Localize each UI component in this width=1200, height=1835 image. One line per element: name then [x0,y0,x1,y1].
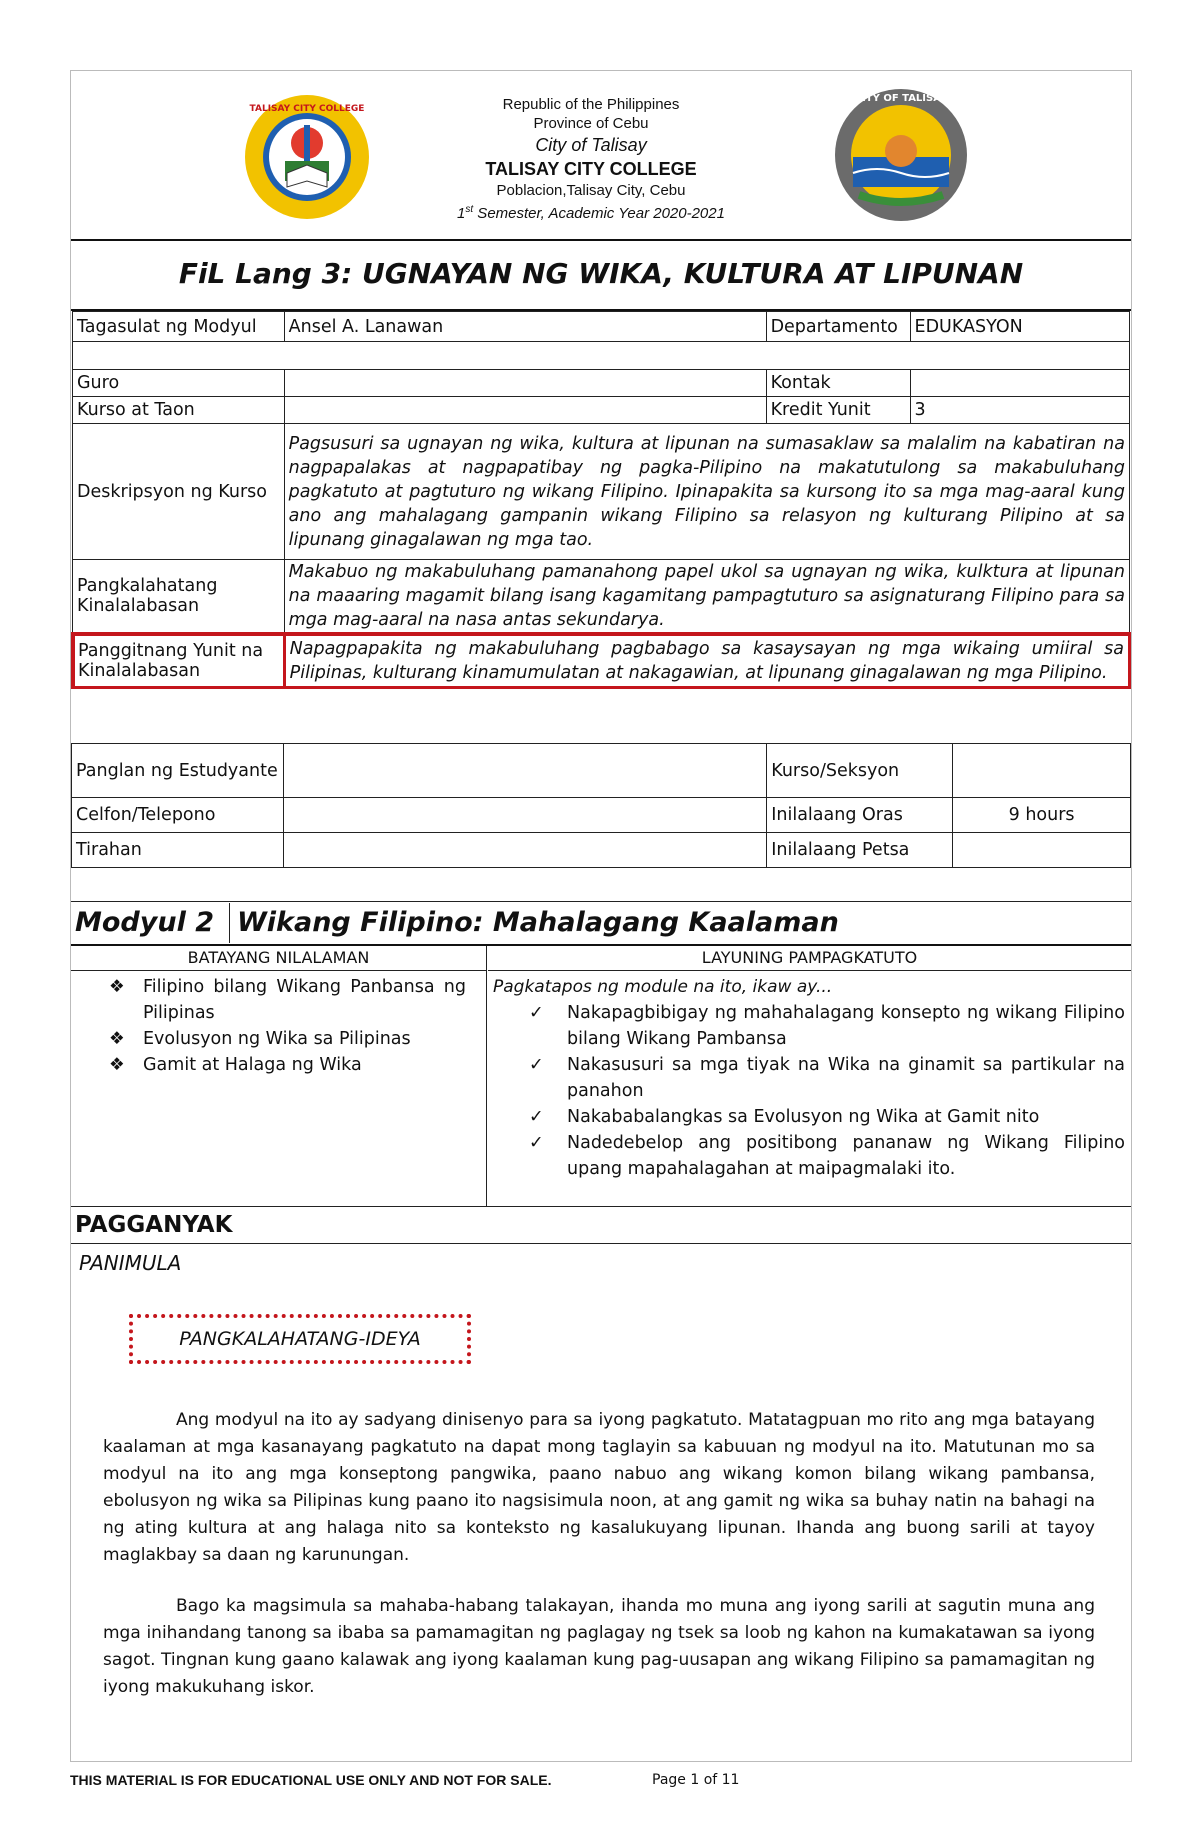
city-line: City of Talisay [535,135,647,155]
intro-paragraph-2: Bago ka magsimula sa mahaba-habang talakayan, ihanda mo muna ang iyong sarili at sagutin muna ang mga inihandang tanong sa ibaba sa pamamagitan ng paglagay ng tsek sa loob ng kahon na kumakatawan sa iyong sagot. Tingnan kung gaano kalawak ang iyong kaalaman kung pag-uusapan ang wikang Filipino sa pamamagitan ng iyong makukuhang iskor. [103,1596,1095,1697]
spacer-row [73,342,1130,370]
left-logo-text: TALISAY CITY COLLEGE [249,104,365,114]
diamond-bullet-icon: ❖ [109,1029,125,1049]
content-column-header: BATAYANG NILALAMAN [71,946,487,971]
address-field[interactable] [283,833,766,868]
desc-label: Deskripsyon ng Kurso [73,424,285,560]
general-outcome-label: Pangkalahatang Kinalalabasan [73,560,285,634]
kontak-label: Kontak [766,370,910,397]
page-frame [70,70,1132,1762]
footer-notice: THIS MATERIAL IS FOR EDUCATIONAL USE ONLY AND NOT FOR SALE. [70,1772,552,1788]
content-item: ❖ Gamit at Halaga ng Wika [71,1052,466,1078]
pagganyak-heading: PAGGANYAK [75,1212,233,1238]
objectives-intro: Pagkatapos ng module na ito, ikaw ay... [493,977,833,997]
phone-field[interactable] [283,798,766,833]
address-line: Poblacion,Talisay City, Cebu [496,182,686,199]
guro-label: Guro [73,370,285,397]
checkmark-icon: ✓ [529,1003,544,1023]
author-label: Tagasulat ng Modyul [73,312,285,342]
mid-outcome-value: Napagpapakita ng makabuluhang pagbabago sa kasaysayan ng mga wikaing umiiral sa Pilipinas, kulturang kinamumulatan at nakagawian, at lipunang ginagalawan ng mga Pilipino. [284,634,1129,688]
module-heading-separator [229,903,230,943]
column-divider [486,970,487,1206]
kurso-label: Kurso at Taon [73,397,285,424]
idea-box: PANGKALAHATANG-IDEYA [129,1314,471,1364]
student-info-table [71,743,1131,868]
checkmark-icon: ✓ [529,1055,544,1075]
republic-line: Republic of the Philippines [502,96,680,113]
objectives-column-header: LAYUNING PAMPAGKATUTO [488,946,1131,971]
kontak-value[interactable] [910,370,1129,397]
page-number: Page 1 of 11 [652,1772,740,1788]
general-outcome-value: Makabuo ng makabuluhang pamanahong papel ukol sa ugnayan ng wika, kulktura at lipunan na maaaring magamit bilang isang kagamitang pampagtuturo sa asignaturang Filipino para sa mga mag-aaral na nasa antas sekundarya. [284,560,1129,634]
section-field[interactable] [953,744,1131,798]
content-item: ❖ Evolusyon ng Wika sa Pilipinas [71,1026,466,1052]
pagganyak-divider [71,1243,1131,1244]
panimula-heading: PANIMULA [79,1251,182,1275]
college-name: TALISAY CITY COLLEGE [485,159,697,179]
header-divider [71,239,1131,241]
objectives-list [493,1000,1125,1182]
author-row [73,312,1130,342]
objective-item: ✓ Nadedebelop ang positibong pananaw ng Wikang Filipino upang mapahalagahan at maipagmalaki ito. [493,1130,1125,1182]
date-field[interactable] [953,833,1131,868]
talisay-college-seal [241,91,373,223]
checkmark-icon: ✓ [529,1133,544,1153]
diamond-bullet-icon: ❖ [109,977,125,997]
module-content-box [71,946,1131,1207]
content-list [71,974,466,1078]
province-line: Province of Cebu [533,115,649,132]
hours-label: Inilalaang Oras [767,798,953,833]
module-title: Wikang Filipino: Mahalagang Kaalaman [237,907,839,938]
city-of-talisay-seal [831,85,971,225]
module-top-line [71,901,1131,902]
section-label: Kurso/Seksyon [767,744,953,798]
author-value: Ansel A. Lanawan [284,312,766,342]
hours-value: 9 hours [953,798,1131,833]
kredit-value: 3 [910,397,1129,424]
checkmark-icon: ✓ [529,1107,544,1127]
kurso-value[interactable] [284,397,766,424]
address-label: Tirahan [72,833,284,868]
student-name-field[interactable] [283,744,766,798]
objective-item: ✓ Nakababalangkas sa Evolusyon ng Wika at Gamit nito [493,1104,1125,1130]
module-number: Modyul 2 [75,907,215,938]
phone-label: Celfon/Telepono [72,798,284,833]
letterhead [421,95,761,223]
semester-line: 1st Semester, Academic Year 2020-2021 [457,204,725,222]
diamond-bullet-icon: ❖ [109,1055,125,1075]
right-logo-text: CITY OF TALISAY [854,93,948,104]
objective-item: ✓ Nakapagbibigay ng mahahalagang konsepto ng wikang Filipino bilang Wikang Pambansa [493,1000,1125,1052]
course-title: FiL Lang 3: UGNAYAN NG WIKA, KULTURA AT LIPUNAN [178,257,1024,290]
student-name-label: Panglan ng Estudyante [72,744,284,798]
intro-paragraph-1: Ang modyul na ito ay sadyang dinisenyo para sa iyong pagkatuto. Matatagpuan mo rito ang mga batayang kaalaman at mga kasanayang pagkatuto na dapat mong taglayin sa kabuuan ng modyul na ito. Matutunan mo sa modyul na ito ang mga konseptong pangwika, paano nabuo ang wikang komon bilang wikang pambansa, ebolusyon ng wika sa Pilipinas kung paano ito nagsisimula noon, at ang gamit ng wika sa buhay natin na bahagi na ng ating kultura at ang halaga nito sa konteksto ng kasalukuyang lipunan. Ihanda ang buong sarili at tayoy maglakbay sa daan ng karunungan. [103,1410,1095,1565]
desc-value: Pagsusuri sa ugnayan ng wika, kultura at lipunan na sumasaklaw sa malalim na kabatiran na nagpapalakas at nagpapatibay ng pagka-Pilipino na makatutulong sa makabuluhang pagkatuto at pagtuturo ng wikang Filipino. Ipinapakita sa kursong ito sa mga mag-aaral kung ano ang mahalagang gampanin wikang Filipino sa relasyon ng kulturang Pilipino at sa lipunang ginagalawan ng mga tao. [284,424,1129,560]
date-label: Inilalaang Petsa [767,833,953,868]
dept-label: Departamento [766,312,910,342]
content-item: ❖ Filipino bilang Wikang Panbansa ng Pilipinas [71,974,466,1026]
course-info-table [71,311,1131,689]
mid-outcome-label: Panggitnang Yunit na Kinalalabasan [73,634,285,688]
objective-item: ✓ Nakasusuri sa mga tiyak na Wika na ginamit sa partikular na panahon [493,1052,1125,1104]
kredit-label: Kredit Yunit [766,397,910,424]
guro-value[interactable] [284,370,766,397]
dept-value: EDUKASYON [910,312,1129,342]
